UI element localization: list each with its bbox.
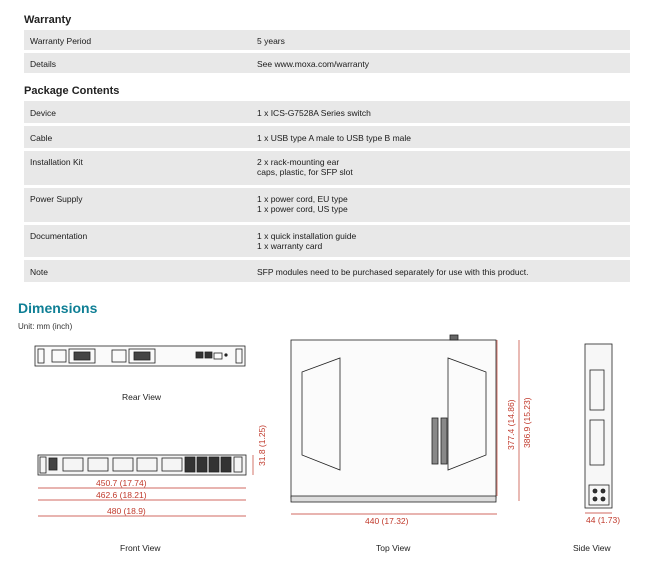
top-view-drawing — [291, 335, 496, 502]
row-value: See www.moxa.com/warranty — [257, 59, 369, 69]
rear-view-drawing — [35, 346, 245, 366]
row-value: 1 x quick installation guide 1 x warranty card — [257, 231, 357, 251]
row-value: 1 x power cord, EU type 1 x power cord, US type — [257, 194, 348, 214]
package-heading: Package Contents — [24, 85, 120, 97]
side-view-drawing — [585, 344, 612, 508]
dim-w3: 480 (18.9) — [107, 506, 146, 516]
dim-top-w: 440 (17.32) — [365, 516, 409, 526]
unit-label: Unit: mm (inch) — [18, 322, 73, 331]
row-label: Cable — [30, 133, 53, 143]
dim-height: 31.8 (1.25) — [257, 424, 267, 466]
side-view-caption: Side View — [573, 543, 611, 553]
dim-d1: 377.4 (14.86) — [506, 399, 516, 450]
row-value: SFP modules need to be purchased separately for use with this product. — [257, 267, 529, 277]
row-value: 2 x rack-mounting ear caps, plastic, for SFP slot — [257, 157, 353, 177]
front-view-caption: Front View — [120, 543, 161, 553]
row-label: Details — [30, 59, 56, 69]
row-value: 5 years — [257, 36, 285, 46]
warranty-heading: Warranty — [24, 14, 72, 26]
top-view-caption: Top View — [376, 543, 411, 553]
dim-side-w: 44 (1.73) — [586, 515, 621, 525]
dim-w1: 450.7 (17.74) — [96, 478, 147, 488]
row-value: 1 x ICS-G7528A Series switch — [257, 108, 371, 118]
dim-w2: 462.6 (18.21) — [96, 490, 147, 500]
row-label: Installation Kit — [30, 157, 83, 167]
front-view-drawing — [38, 455, 246, 475]
dim-d2: 386.9 (15.23) — [522, 397, 532, 448]
dimensions-heading: Dimensions — [18, 300, 98, 316]
row-label: Warranty Period — [30, 36, 92, 46]
row-label: Documentation — [30, 231, 88, 241]
rear-view-caption: Rear View — [122, 392, 162, 402]
row-value: 1 x USB type A male to USB type B male — [257, 133, 412, 143]
row-label: Device — [30, 108, 56, 118]
row-label: Note — [30, 267, 48, 277]
row-label: Power Supply — [30, 194, 83, 204]
